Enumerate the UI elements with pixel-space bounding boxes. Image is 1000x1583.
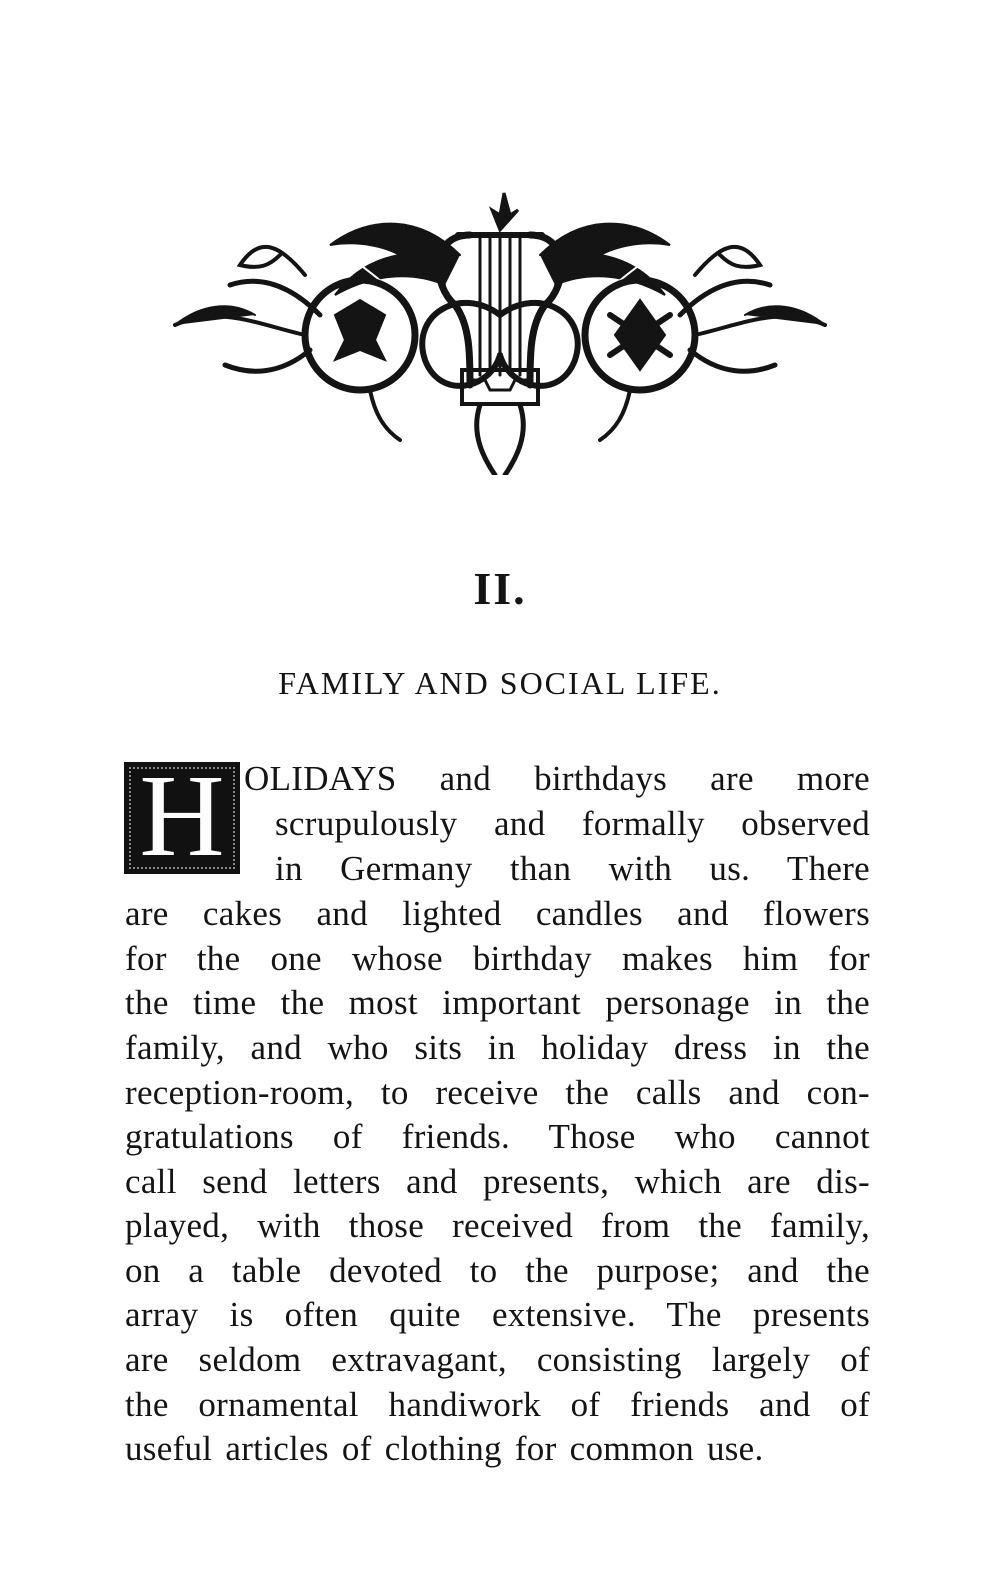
paragraph-line: in Germany than with us. There bbox=[275, 849, 870, 888]
paragraph-line: useful articles of clothing for common use. bbox=[125, 1429, 764, 1468]
paragraph-line: played, with those received from the family, bbox=[125, 1206, 870, 1245]
paragraph-line: scrupulously and formally observed bbox=[275, 804, 870, 843]
paragraph-line: the time the most important personage in the bbox=[125, 983, 870, 1022]
paragraph-line: the ornamental handiwork of friends and of bbox=[125, 1385, 870, 1424]
paragraph-line: for the one whose birthday makes him for bbox=[125, 939, 870, 978]
paragraph-line: gratulations of friends. Those who cannot bbox=[125, 1117, 870, 1156]
paragraph-line: array is often quite extensive. The presents bbox=[125, 1295, 870, 1334]
paragraph-line: reception-room, to receive the calls and con- bbox=[125, 1073, 870, 1112]
drop-cap-letter: H bbox=[139, 750, 225, 881]
paragraph-line: are seldom extravagant, consisting largely of bbox=[125, 1340, 870, 1379]
paragraph-line: are cakes and lighted candles and flowers bbox=[125, 894, 870, 933]
paragraph-line: call send letters and presents, which are dis- bbox=[125, 1162, 870, 1201]
drop-cap bbox=[124, 750, 240, 881]
lyre-scroll-ornament-icon bbox=[170, 175, 830, 475]
chapter-title: FAMILY AND SOCIAL LIFE. bbox=[278, 665, 722, 701]
paragraph-line: OLIDAYS and birthdays are more bbox=[244, 759, 870, 798]
paragraph-line: on a table devoted to the purpose; and the bbox=[125, 1251, 870, 1290]
chapter-number: II. bbox=[473, 563, 527, 614]
paragraph-line: family, and who sits in holiday dress in the bbox=[125, 1028, 870, 1067]
